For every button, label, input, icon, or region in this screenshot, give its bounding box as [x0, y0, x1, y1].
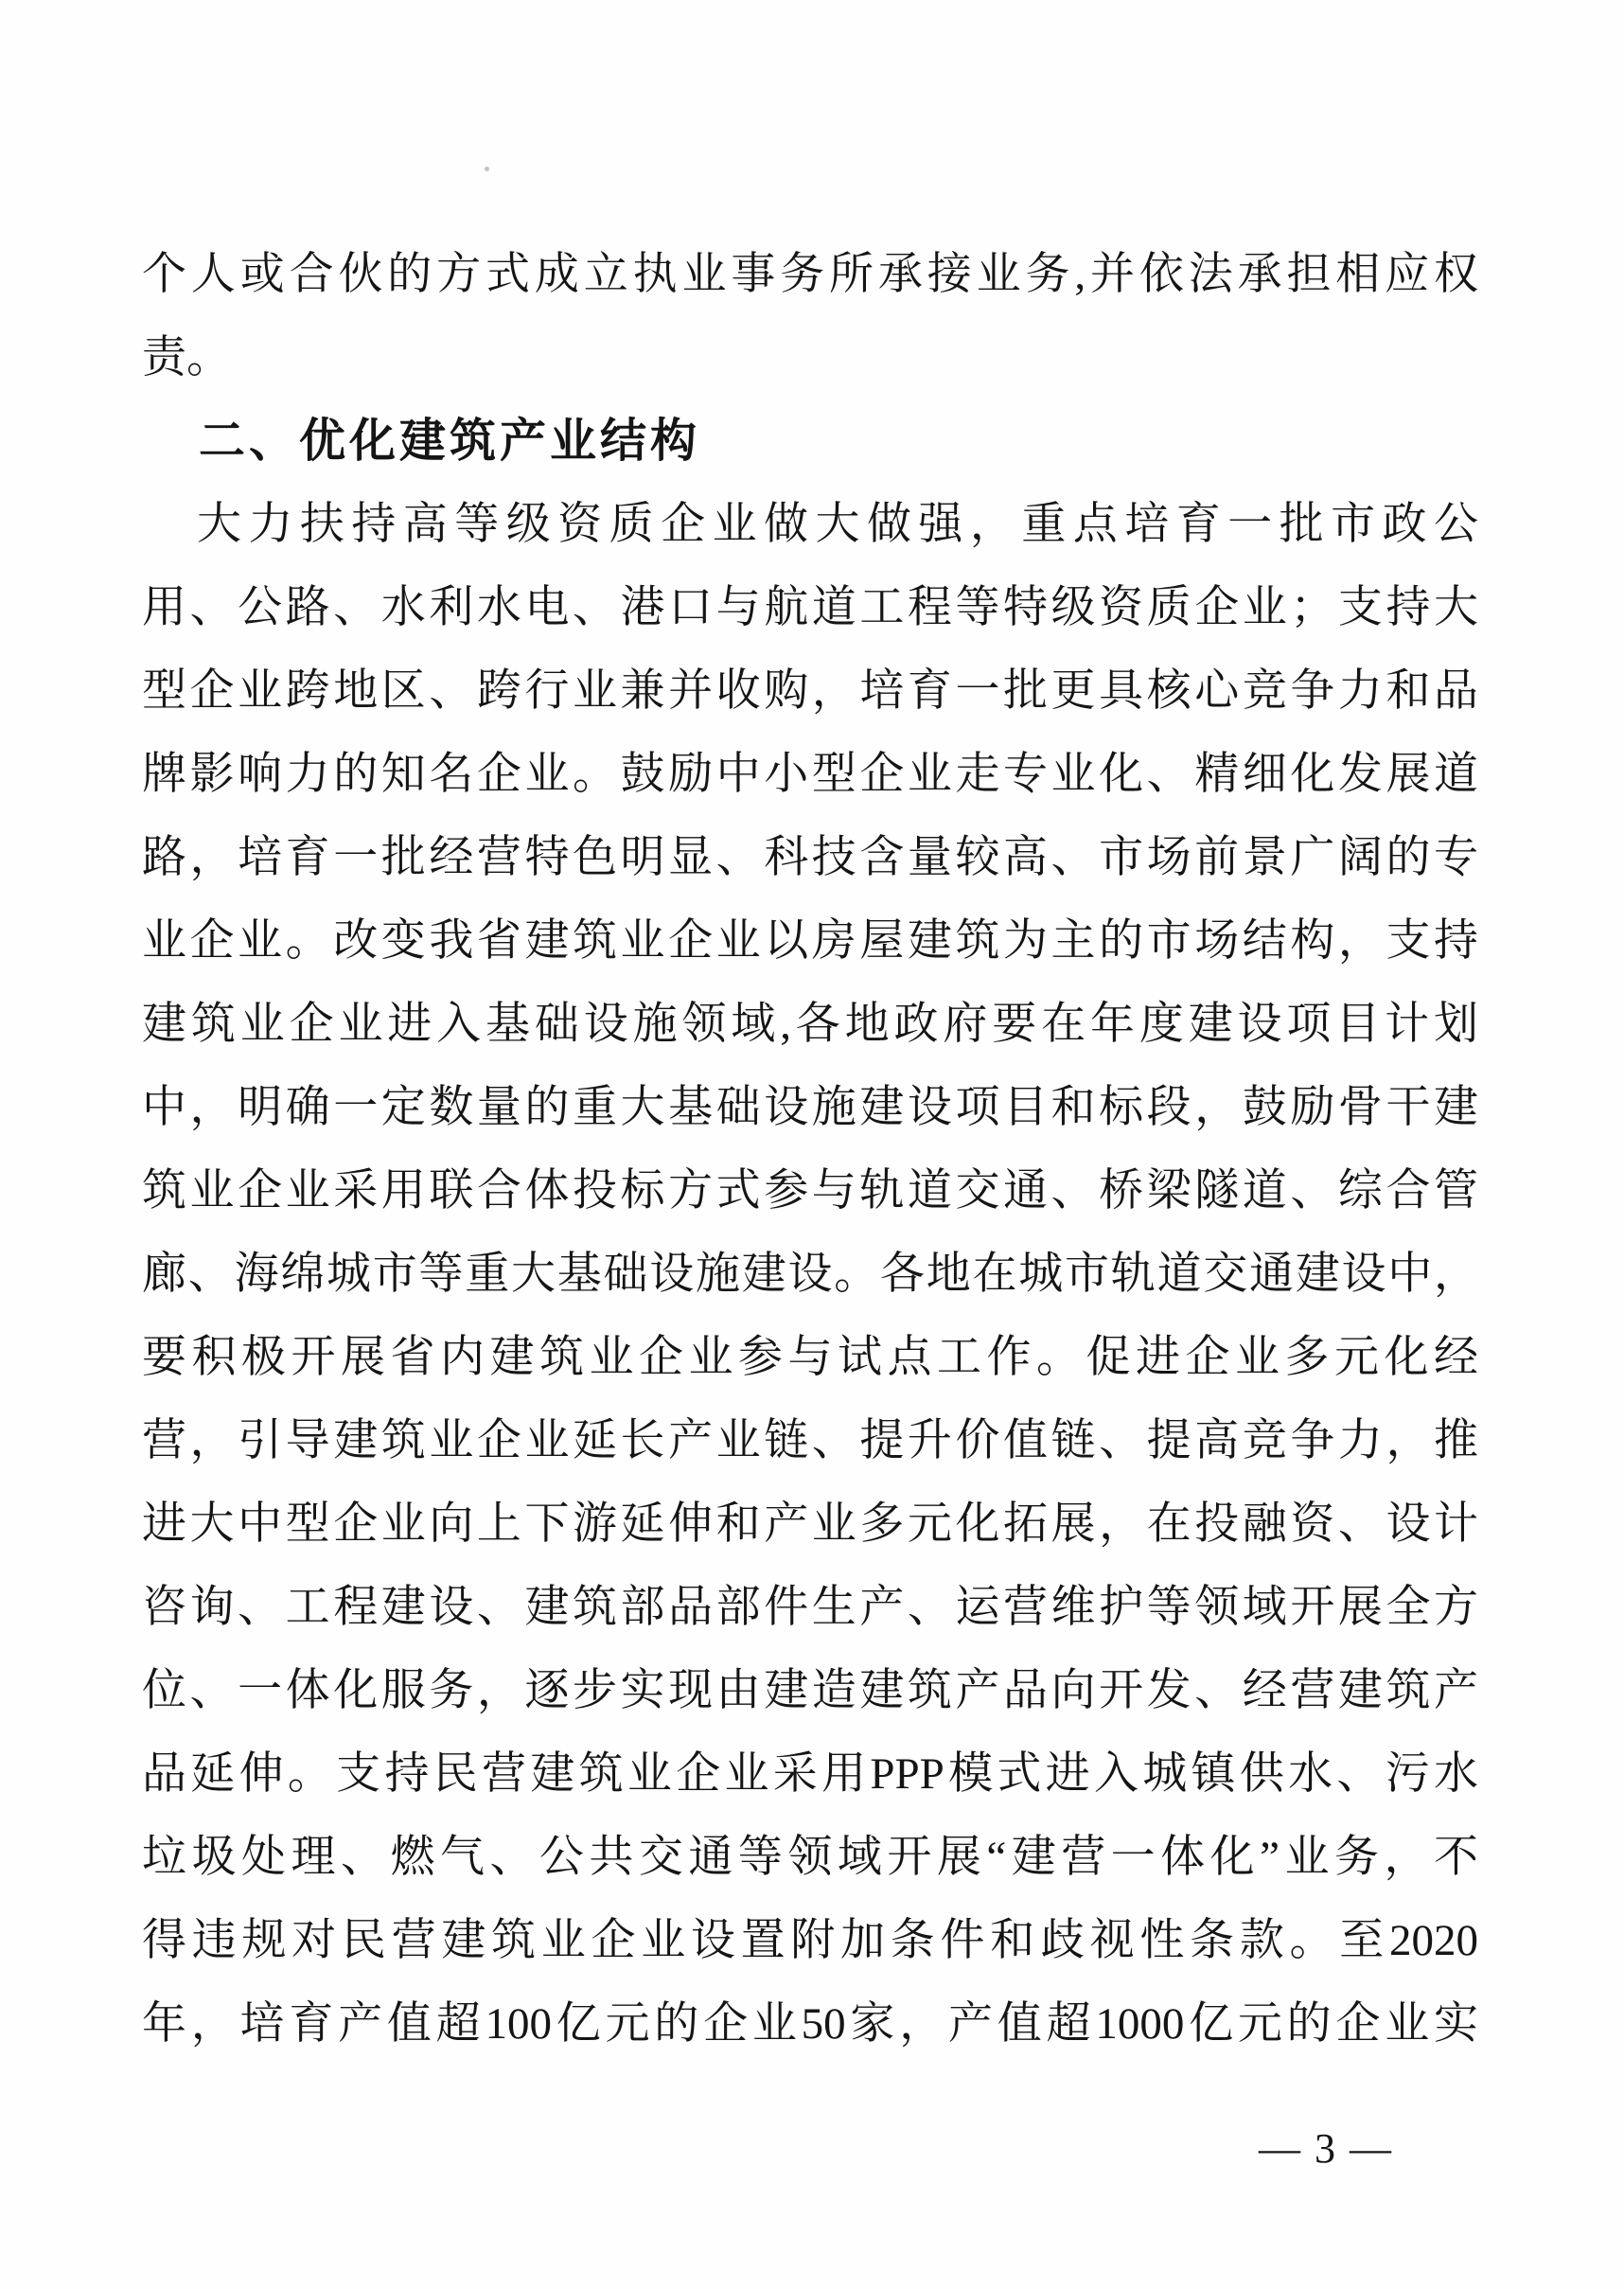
body-line: 垃圾处理、燃气、公共交通等领域开展“建营一体化”业务，不	[142, 1833, 1478, 1882]
section-heading: 二、优化建筑产业结构	[199, 416, 701, 467]
body-line: 业企业。改变我省建筑业企业以房屋建筑为主的市场结构，支持	[142, 916, 1478, 966]
body-line: 责。	[142, 333, 231, 382]
body-line: 廊、海绵城市等重大基础设施建设。各地在城市轨道交通建设中，	[142, 1250, 1478, 1299]
body-line: 位、一体化服务，逐步实现由建造建筑产品向开发、经营建筑产	[142, 1666, 1478, 1715]
body-line: 年，培育产值超100亿元的企业50家，产值超1000亿元的企业实	[142, 1999, 1478, 2049]
body-line: 中，明确一定数量的重大基础设施建设项目和标段，鼓励骨干建	[142, 1083, 1478, 1132]
body-line: 个人或合伙的方式成立执业事务所承接业务,并依法承担相应权	[142, 250, 1478, 299]
body-line: 牌影响力的知名企业。鼓励中小型企业走专业化、精细化发展道	[142, 750, 1478, 799]
body-line: 用、公路、水利水电、港口与航道工程等特级资质企业；支持大	[142, 583, 1478, 632]
body-line: 型企业跨地区、跨行业兼并收购，培育一批更具核心竞争力和品	[142, 666, 1478, 716]
page-number: — 3 —	[1259, 2125, 1393, 2172]
section-paragraph	[142, 483, 1478, 2066]
body-line: 营，引导建筑业企业延长产业链、提升价值链、提高竞争力，推	[142, 1416, 1478, 1465]
scan-artifact-dot	[485, 167, 489, 171]
body-line: 大力扶持高等级资质企业做大做强，重点培育一批市政公	[197, 500, 1478, 549]
body-line: 要积极开展省内建筑业企业参与试点工作。促进企业多元化经	[142, 1333, 1478, 1382]
body-line: 咨询、工程建设、建筑部品部件生产、运营维护等领域开展全方	[142, 1583, 1478, 1632]
page-content	[142, 233, 1478, 2066]
body-line: 品延伸。支持民营建筑业企业采用PPP模式进入城镇供水、污水	[142, 1749, 1478, 1799]
body-line: 得违规对民营建筑业企业设置附加条件和歧视性条款。至2020	[142, 1916, 1478, 1965]
body-line: 路，培育一批经营特色明显、科技含量较高、市场前景广阔的专	[142, 833, 1478, 882]
carryover-paragraph	[142, 233, 1478, 399]
body-line: 建筑业企业进入基础设施领域,各地政府要在年度建设项目计划	[142, 1000, 1478, 1049]
body-line: 进大中型企业向上下游延伸和产业多元化拓展，在投融资、设计	[142, 1499, 1478, 1549]
body-line: 筑业企业采用联合体投标方式参与轨道交通、桥梁隧道、综合管	[142, 1166, 1478, 1215]
